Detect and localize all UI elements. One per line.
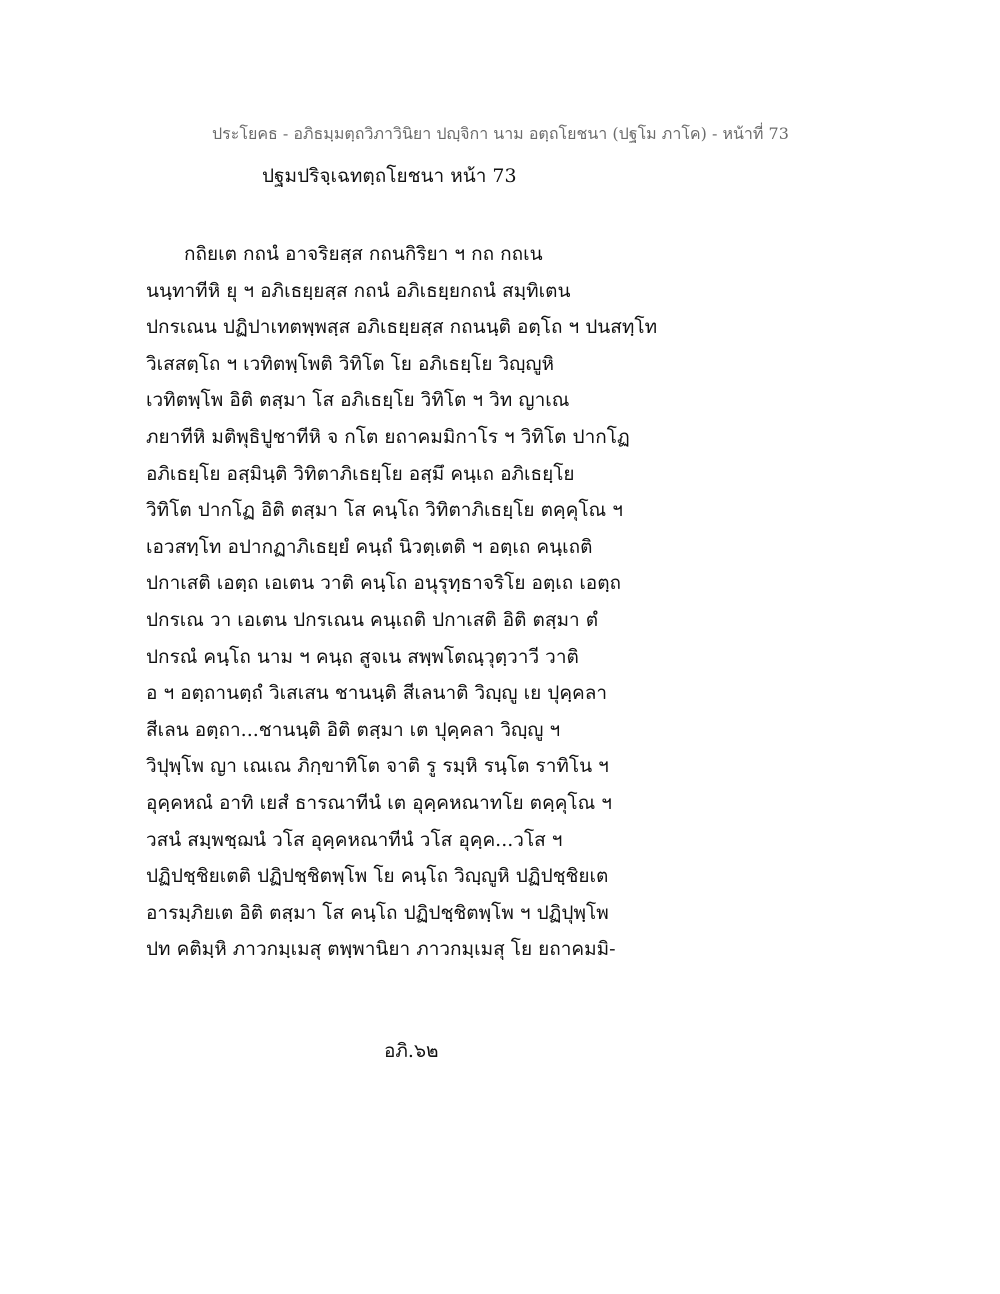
body-line: นนฺทาทีหิ ยุ ฯ อภิเธยฺยสฺส กถนํ อภิเธยฺยกถนํ สมฺทิเตน [146,279,571,302]
body-line: ภยาทีหิ มติพุธิปูชาทีหิ จ กโต ยถาคมมิกาโร ฯ วิทิโต ปากโฏ [146,425,630,448]
body-line: วิปุพฺโพ ญา เณเณ ภิกฺขาทิโต จาติ รู รมฺหิ รนฺโต ราทิโน ฯ [146,755,609,778]
body-line: สีเลน อตฺถา...ชานนฺติ อิติ ตสฺมา เต ปุคฺคลา วิญฺญู ฯ [146,718,561,741]
body-line: อารมฺภิยเต อิติ ตสฺมา โส คนฺโถ ปฏิปชฺชิตพฺโพ ฯ ปฏิปุพฺโพ [146,901,609,924]
body-line: อ ฯ อตฺถานตฺถํ วิเสเสน ชานนฺติ สีเลนาติ วิญฺญู เย ปุคฺคลา [146,682,608,705]
body-line: กถิยเต กถนํ อาจริยสฺส กถนกิริยา ฯ กถ กถเน [184,243,543,265]
page-subtitle: ปฐมปริจฺเฉทตฺถโยชนา หน้า 73 [262,165,517,187]
body-line: อภิเธยฺโย อสฺมินฺติ วิทิตาภิเธยฺโย อสฺมึ คนฺเถ อภิเธยฺโย [146,462,575,485]
body-line: อุคฺคหณํ อาทิ เยสํ ธารณาทีนํ เต อุคฺคหณาทโย ตคฺคุโณ ฯ [146,791,612,814]
body-line: ปท คติมฺหิ ภาวกมฺเมสุ ตพฺพานิยา ภาวกมฺเมสุ โย ยถาคมมิ- [146,938,616,961]
body-line: ปกรณํ คนฺโถ นาม ฯ คนฺถ สูจเน สพฺพโตณฺวุตฺวาวี วาติ [146,645,579,668]
body-line: วิทิโต ปากโฏ อิติ ตสฺมา โส คนฺโถ วิทิตาภิเธยฺโย ตคฺคุโณ ฯ [146,499,623,522]
body-line: ปฏิปชฺชิยเตติ ปฏิปชฺชิตพฺโพ โย คนฺโถ วิญฺญูหิ ปฏิปชฺชิยเต [146,865,609,888]
running-header: ประโยคธ - อภิธมฺมตฺถวิภาวินิยา ปญฺจิกา นาม อตฺถโยชนา (ปฐโม ภาโค) - หน้าที่ 73 [212,124,789,143]
body-line: ปกรเณ วา เอเตน ปกรเณน คนฺเถติ ปกาเสติ อิติ ตสฺมา ตํ [146,608,599,631]
body-line: ปกาเสติ เอตฺถ เอเตน วาติ คนฺโถ อนุรุทฺธาจริโย อตฺเถ เอตฺถ [146,572,622,595]
body-line: เอวสทฺโท อปากฏาภิเธยฺยํ คนฺถํ นิวตฺเตติ ฯ อตฺเถ คนฺเถติ [146,535,593,558]
body-line: วิเสสตฺโถ ฯ เวทิตพฺโพติ วิทิโต โย อภิเธยฺโย วิญฺญูหิ [146,352,555,375]
body-line: วสนํ สมฺพชฺฌนํ วโส อุคฺคหณาทีนํ วโส อุคฺค...วโส ฯ [146,828,563,851]
body-text [146,236,706,968]
body-line: เวทิตพฺโพ อิติ ตสฺมา โส อภิเธยฺโย วิทิโต ฯ วิท ญาเณ [146,389,570,412]
body-line: ปกรเณน ปฏิปาเทตพฺพสฺส อภิเธยฺยสฺส กถนนฺติ อตฺโถ ฯ ปนสทฺโท [146,316,658,339]
page-marker: อภิ.๖๒ [384,1040,439,1062]
